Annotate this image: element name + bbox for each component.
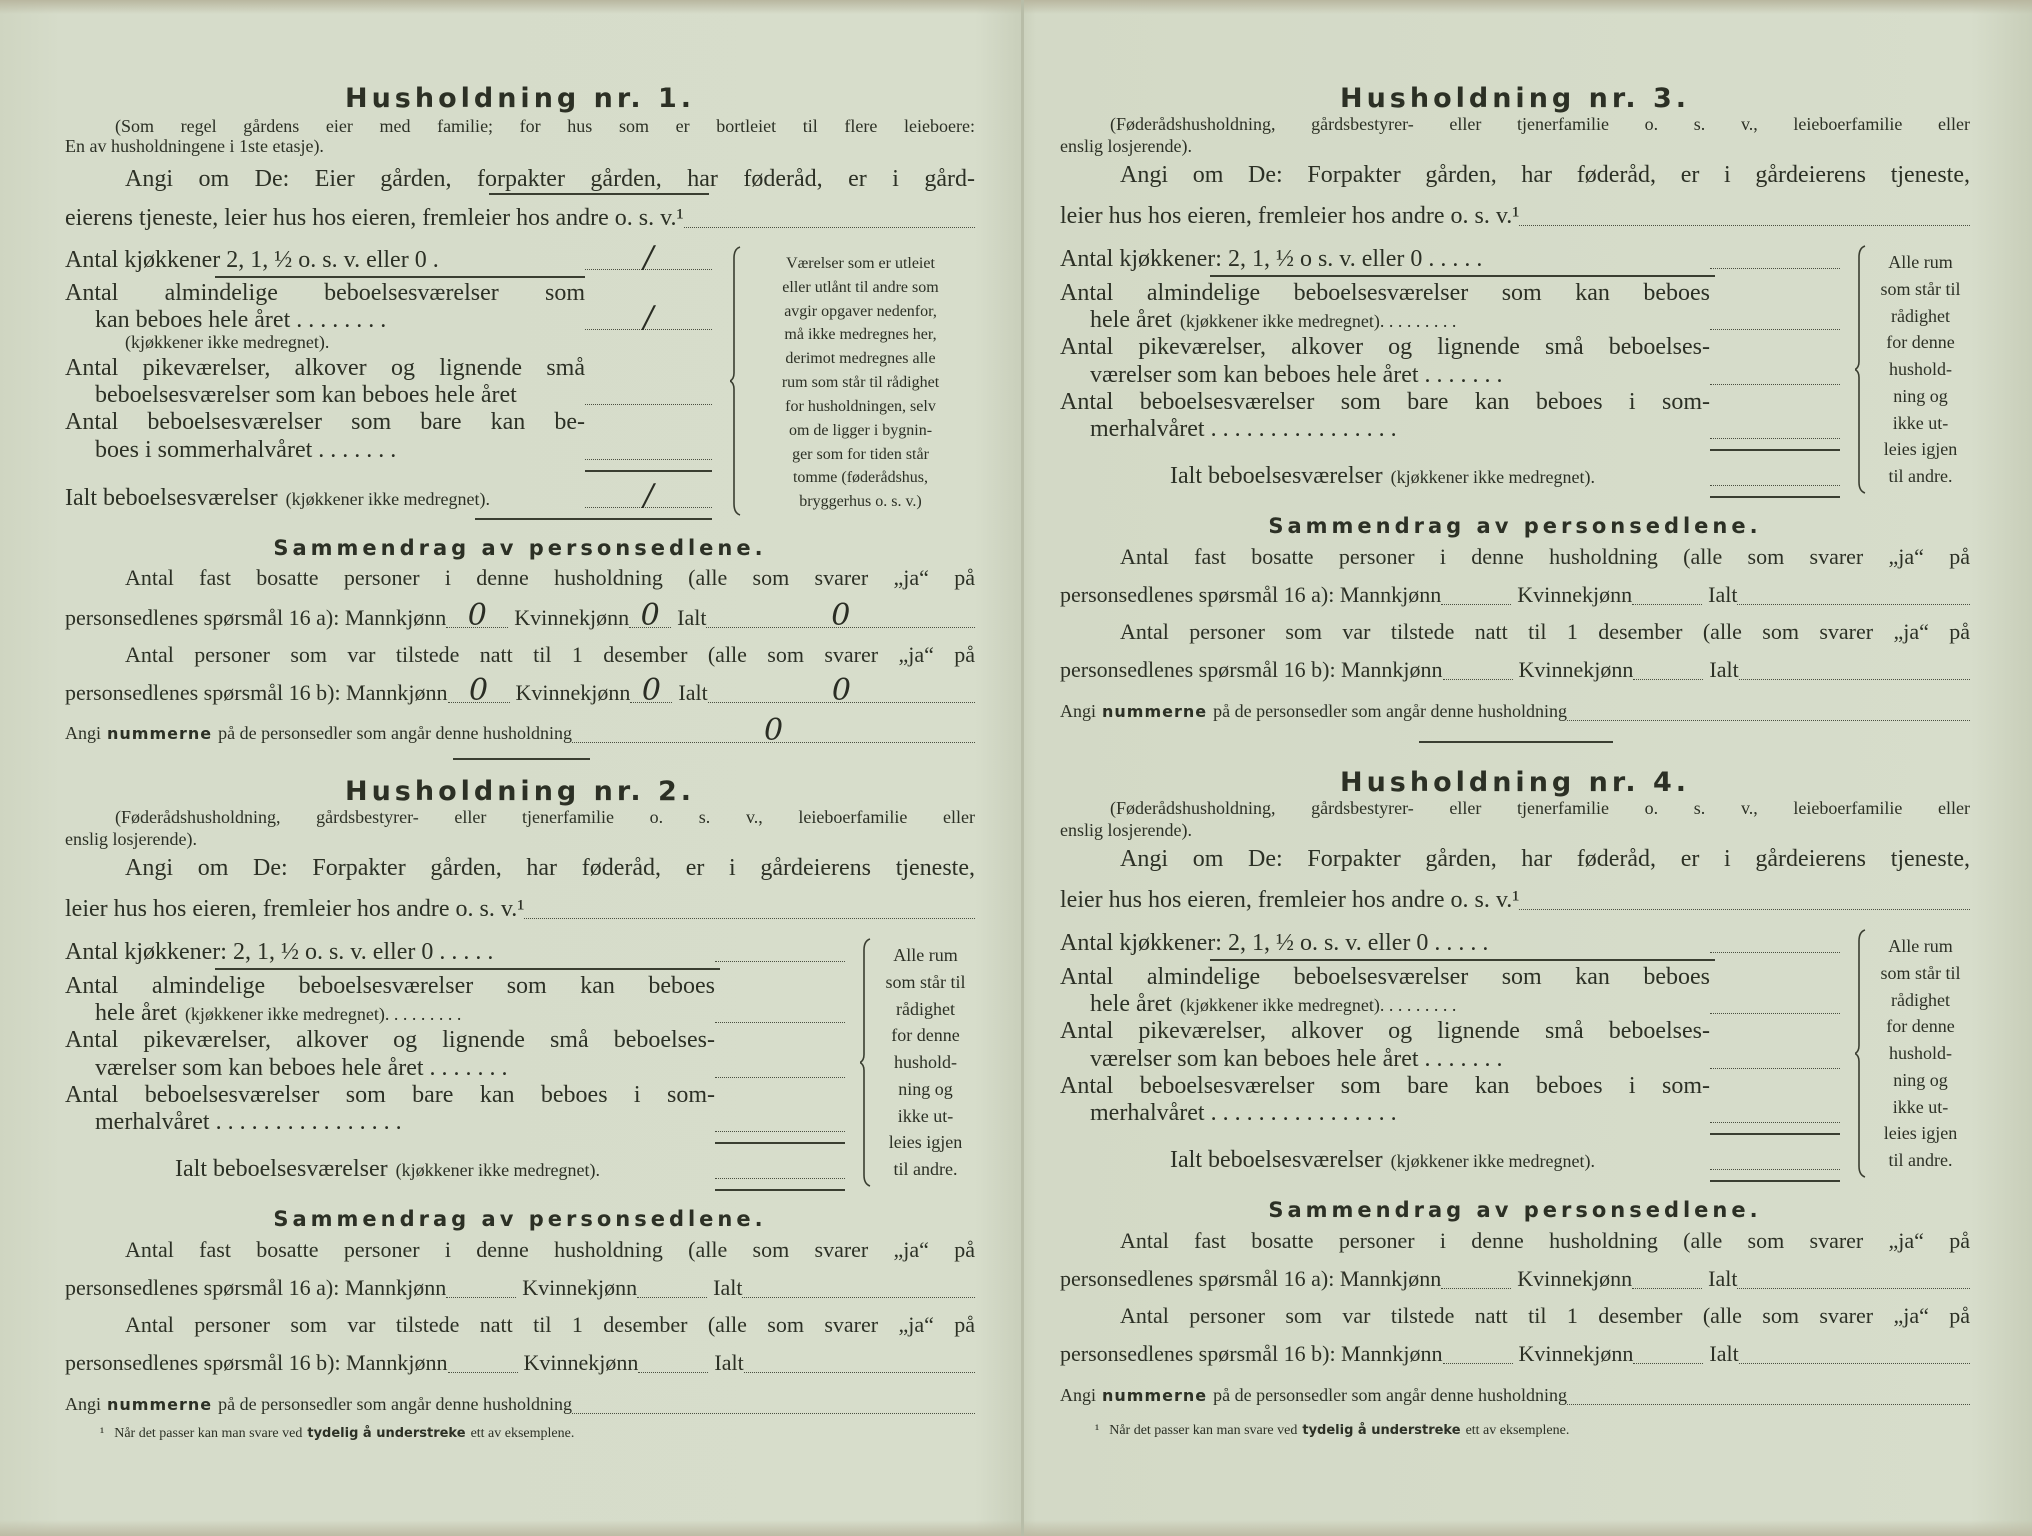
brace-note-line: bryggerhus o. s. v.)	[799, 493, 922, 511]
summer-rooms-question-line-2	[1090, 413, 1840, 445]
sum-rule	[715, 1142, 845, 1144]
occupation-question-line-1: Angi om De: Forpakter gården, har føderåd, er i gårdeierens tjeneste,	[1120, 846, 1970, 872]
summary-total-label: Ialt	[1708, 1266, 1738, 1291]
brace-note-line: Alle rum	[1888, 252, 1953, 272]
brace-note-line: leies igjen	[1883, 1123, 1958, 1144]
brace-note-line: tomme (føderådshus,	[792, 469, 929, 487]
female-count-field[interactable]	[1633, 657, 1703, 680]
summary-male-label: personsedlenes spørsmål 16 a): Mannkjønn	[65, 1275, 447, 1300]
household-2	[65, 776, 975, 1488]
total-count-field[interactable]	[708, 673, 975, 708]
household-note-line-2: enslig losjerende).	[65, 829, 197, 849]
small-rooms-question-line-1: Antal pikeværelser, alkover og lignende små beboelses-	[65, 1027, 715, 1053]
brace-note-line: til andre.	[1888, 1150, 1953, 1171]
brace-note-line: til andre.	[893, 1159, 958, 1180]
numbers-line	[1060, 1379, 1970, 1411]
summary-female-label: Kvinnekjønn	[1518, 1341, 1634, 1366]
brace-note-line: leies igjen	[1883, 439, 1958, 460]
brace-note-line: ning og	[898, 1078, 953, 1099]
occupation-answer-field[interactable]	[1519, 887, 1970, 910]
brace-note-line: derimot medregnes alle	[785, 350, 936, 368]
summary-male-label: personsedlenes spørsmål 16 a): Mannkjønn	[1060, 1266, 1442, 1291]
female-count-field[interactable]	[1633, 1341, 1703, 1364]
small-rooms-question-line-1: Antal pikeværelser, alkover og lignende små beboelses-	[1060, 1018, 1710, 1044]
total-count-field[interactable]	[742, 1275, 975, 1298]
kitchens-answer-field[interactable]	[1710, 930, 1840, 953]
handwritten-answer: 0	[641, 673, 661, 708]
household-note-line-1: (Føderådshusholdning, gårdsbestyrer- eller tjenerfamilie o. s. v., leieboerfamilie eller	[1110, 798, 1970, 818]
summer-rooms-answer-field[interactable]	[1710, 416, 1840, 439]
total-rooms-question	[1170, 460, 1840, 492]
numbers-line	[1060, 695, 1970, 727]
male-count-field[interactable]	[446, 1275, 516, 1298]
brace-note-line: ikke ut-	[1892, 1096, 1949, 1117]
summer-rooms-question-line-1: Antal beboelsesværelser som bare kan beboes i som-	[1060, 1073, 1710, 1099]
total-count-field[interactable]	[744, 1350, 975, 1373]
summary-counts-fast	[65, 598, 975, 634]
female-count-field[interactable]	[638, 1350, 708, 1373]
total-rooms-answer-field[interactable]	[1710, 463, 1840, 486]
summer-rooms-label-2: merhalvåret . . . . . . . . . . . . . . . .	[95, 1109, 402, 1135]
handwritten-answer: /	[643, 240, 654, 275]
occupation-question-line-2	[65, 202, 975, 234]
household-4	[1060, 767, 1970, 1479]
numbers-bold: nummerne	[107, 724, 213, 743]
brace-note-line: for denne	[891, 1025, 960, 1046]
summary-total-label: Ialt	[1709, 657, 1739, 682]
summary-total-label: Ialt	[677, 605, 707, 630]
household-title	[65, 79, 975, 119]
page-fold	[1021, 0, 1024, 1536]
brace-note-line: Alle rum	[1888, 936, 1953, 956]
summer-rooms-answer-field[interactable]	[1710, 1100, 1840, 1123]
total-rooms-label: Ialt beboelsesværelser	[1170, 463, 1383, 489]
household-separator	[1419, 741, 1613, 743]
summary-title	[65, 532, 975, 564]
handwritten-answer: 0	[831, 673, 851, 708]
summary-male-label: personsedlenes spørsmål 16 b): Mannkjønn	[1060, 1341, 1443, 1366]
summary-line-fast: Antal fast bosatte personer i denne husholdning (alle som svarer „ja“ på	[125, 1237, 975, 1262]
summary-female-label: Kvinnekjønn	[523, 1350, 639, 1375]
curly-brace	[1855, 245, 1869, 494]
numbers-answer-field[interactable]	[572, 1391, 975, 1414]
brace-note-line: må ikke medregnes her,	[784, 326, 937, 344]
brace-note-line: rådighet	[896, 998, 955, 1019]
summary-counts-present	[65, 1347, 975, 1379]
household-title-text: Husholdning nr. 4.	[1339, 767, 1691, 798]
kitchens-question	[1060, 243, 1840, 275]
brace-note-line: rådighet	[1891, 305, 1950, 326]
summary-line-fast: Antal fast bosatte personer i denne husholdning (alle som svarer „ja“ på	[1120, 1228, 1970, 1253]
kitchens-label: Antal kjøkkener: 2, 1, ½ o s. v. eller 0 . . . . .	[1060, 246, 1483, 272]
summary-title	[1060, 510, 1970, 542]
brace-note-line: avgir opgaver nedenfor,	[784, 302, 937, 320]
total-count-field[interactable]	[1739, 657, 1970, 680]
sum-rule	[585, 470, 712, 472]
summary-line-present: Antal personer som var tilstede natt til 1 desember (alle som svarer „ja“ på	[1120, 1303, 1970, 1328]
brace-note-line: ning og	[1893, 1069, 1948, 1090]
occupation-question-text: leier hus hos eieren, fremleier hos andre o. s. v.¹	[1060, 887, 1520, 913]
numbers-post: på de personsedler som angår denne husholdning	[218, 723, 573, 743]
summary-title	[65, 1203, 975, 1235]
occupation-question-line-2	[1060, 200, 1970, 232]
kitchens-question	[65, 240, 712, 276]
summary-female-label: Kvinnekjønn	[1517, 1266, 1633, 1291]
small-rooms-label-2: værelser som kan beboes hele året . . . . . . .	[1090, 1046, 1503, 1072]
numbers-bold: nummerne	[1102, 702, 1208, 721]
summer-rooms-question-line-1: Antal beboelsesværelser som bare kan beboes i som-	[1060, 389, 1710, 415]
total-count-field[interactable]	[1737, 582, 1970, 605]
occupation-answer-field[interactable]	[524, 896, 975, 919]
rooms-label-2: hele året	[1090, 307, 1172, 333]
summary-female-label: Kvinnekjønn	[515, 680, 631, 705]
occupation-answer-field[interactable]	[1519, 203, 1970, 226]
summary-total-label: Ialt	[714, 1350, 744, 1375]
rooms-label-2: kan beboes hele året . . . . . . . .	[95, 307, 387, 333]
occupation-question-line-1: Angi om De: Eier gården, forpakter gården, har føderåd, er i gård-	[125, 166, 975, 192]
male-count-field[interactable]	[1441, 1266, 1511, 1289]
total-rooms-label: Ialt beboelsesværelser	[175, 1156, 388, 1182]
summary-female-label: Kvinnekjønn	[514, 605, 630, 630]
brace-note-line: rum som står til rådighet	[781, 374, 940, 392]
total-count-field[interactable]	[1739, 1341, 1970, 1364]
total-rooms-question	[1170, 1144, 1840, 1176]
brace-note-line: ning og	[1893, 385, 1948, 406]
summary-male-label: personsedlenes spørsmål 16 b): Mannkjønn	[65, 680, 448, 705]
occupation-question-text: leier hus hos eieren, fremleier hos andre o. s. v.¹	[65, 896, 525, 922]
summary-line-fast: Antal fast bosatte personer i denne husholdning (alle som svarer „ja“ på	[125, 565, 975, 590]
footnote-pre: Når det passer kan man svare ved	[1109, 1423, 1298, 1438]
numbers-answer-field[interactable]	[1567, 698, 1970, 721]
household-note-line-2: En av husholdningene i 1ste etasje).	[65, 136, 324, 156]
summary-female-label: Kvinnekjønn	[1517, 582, 1633, 607]
sum-rule	[1710, 1133, 1840, 1135]
total-rooms-label: Ialt beboelsesværelser	[65, 485, 278, 511]
female-count-field[interactable]	[629, 598, 671, 633]
total-count-field[interactable]	[1737, 1266, 1970, 1289]
total-count-field[interactable]	[706, 598, 975, 633]
brace-note-line: som står til	[1880, 278, 1961, 299]
summary-line-present: Antal personer som var tilstede natt til 1 desember (alle som svarer „ja“ på	[1120, 619, 1970, 644]
household-1	[65, 83, 975, 795]
rooms-question-line-1: Antal almindelige beboelsesværelser som kan beboes	[65, 973, 715, 999]
kitchens-label: Antal kjøkkener 2, 1, ½ o. s. v. eller 0 .	[65, 247, 439, 273]
total-double-rule	[475, 518, 712, 520]
numbers-answer-field[interactable]	[1567, 1382, 1970, 1405]
footnote-post: ett av eksemplene.	[470, 1426, 575, 1441]
sum-rule	[1710, 449, 1840, 451]
summary-total-label: Ialt	[713, 1275, 743, 1300]
occupation-question-text: leier hus hos eieren, fremleier hos andre o. s. v.¹	[1060, 203, 1520, 229]
female-count-field[interactable]	[1632, 582, 1702, 605]
footnote	[100, 1426, 574, 1442]
small-rooms-answer-field[interactable]	[1710, 1046, 1840, 1069]
numbers-answer-field[interactable]	[572, 713, 975, 748]
kitchens-label: Antal kjøkkener: 2, 1, ½ o. s. v. eller 0 . . . . .	[65, 939, 494, 965]
footnote-post: ett av eksemplene.	[1465, 1423, 1570, 1438]
small-rooms-answer-field[interactable]	[715, 1055, 845, 1078]
summary-title	[1060, 1194, 1970, 1226]
summary-counts-present	[65, 673, 975, 709]
brace-note-line: eller utlånt til andre som	[782, 278, 939, 296]
footnote	[1095, 1423, 1569, 1439]
summer-rooms-answer-field[interactable]	[715, 1109, 845, 1132]
handwritten-answer: /	[643, 478, 654, 513]
small-rooms-answer-field[interactable]	[585, 382, 712, 405]
brace-note-line: hushold-	[1889, 1043, 1952, 1064]
occupation-question-line-1: Angi om De: Forpakter gården, har føderåd, er i gårdeierens tjeneste,	[125, 855, 975, 881]
total-rooms-label: Ialt beboelsesværelser	[1170, 1147, 1383, 1173]
numbers-pre: Angi	[1060, 1385, 1096, 1405]
total-rooms-note: (kjøkkener ikke medregnet).	[395, 1160, 601, 1180]
summary-counts-present	[1060, 654, 1970, 686]
brace-note-line: ikke ut-	[897, 1105, 954, 1126]
kitchens-answer-field[interactable]	[1710, 246, 1840, 269]
total-rooms-answer-field[interactable]	[585, 478, 712, 513]
total-rooms-answer-field[interactable]	[715, 1156, 845, 1179]
numbers-line	[65, 1388, 975, 1420]
brace-note-line: ikke ut-	[1892, 412, 1949, 433]
kitchens-question	[1060, 927, 1840, 959]
curly-brace	[730, 246, 744, 516]
page-top-edge	[0, 0, 2032, 14]
household-note-line-1: (Som regel gårdens eier med familie; for hus som er bortleiet til flere leieboere:	[115, 116, 975, 136]
rooms-question-line-1: Antal almindelige beboelsesværelser som kan beboes	[1060, 964, 1710, 990]
summary-total-label: Ialt	[1708, 582, 1738, 607]
household-note-line-1: (Føderådshusholdning, gårdsbestyrer- eller tjenerfamilie o. s. v., leieboerfamilie eller	[115, 807, 975, 827]
numbers-pre: Angi	[65, 723, 101, 743]
rooms-answer-field[interactable]	[715, 1000, 845, 1023]
numbers-bold: nummerne	[1102, 1386, 1208, 1405]
rooms-label-small: (kjøkkener ikke medregnet). . . . . . . . .	[1179, 311, 1457, 331]
handwritten-answer: 0	[467, 598, 487, 633]
handwritten-answer: 0	[831, 598, 851, 633]
rooms-question-line-1: Antal almindelige beboelsesværelser som	[65, 280, 585, 306]
handwritten-answer: 0	[763, 713, 784, 748]
summary-male-label: personsedlenes spørsmål 16 b): Mannkjønn	[1060, 657, 1443, 682]
household-note-line-2: enslig losjerende).	[1060, 820, 1192, 840]
female-count-field[interactable]	[637, 1275, 707, 1298]
numbers-pre: Angi	[1060, 701, 1096, 721]
numbers-post: på de personsedler som angår denne husholdning	[218, 1394, 573, 1414]
rooms-note: (kjøkkener ikke medregnet).	[125, 332, 330, 352]
total-double-rule	[1710, 1180, 1840, 1182]
male-count-field[interactable]	[1441, 582, 1511, 605]
brace-note-line: til andre.	[1888, 466, 1953, 487]
total-rooms-answer-field[interactable]	[1710, 1147, 1840, 1170]
small-rooms-question-line-1: Antal pikeværelser, alkover og lignende små	[65, 355, 585, 381]
summary-counts-present	[1060, 1338, 1970, 1370]
rooms-answer-field[interactable]	[1710, 991, 1840, 1014]
summary-female-label: Kvinnekjønn	[522, 1275, 638, 1300]
small-rooms-label-2: værelser som kan beboes hele året . . . . . . .	[1090, 362, 1503, 388]
occupation-answer-field[interactable]	[684, 205, 975, 228]
handwritten-answer: 0	[640, 598, 660, 633]
kitchens-answer-field[interactable]	[585, 240, 712, 275]
summer-rooms-question-line-2	[1090, 1097, 1840, 1129]
male-count-field[interactable]	[448, 673, 510, 708]
summary-counts-fast	[1060, 579, 1970, 611]
female-count-field[interactable]	[1632, 1266, 1702, 1289]
footnote-mark: ¹	[100, 1426, 105, 1441]
numbers-line	[65, 713, 975, 749]
summer-rooms-question-line-1: Antal beboelsesværelser som bare kan be-	[65, 409, 585, 435]
small-rooms-label-2: værelser som kan beboes hele året . . . . . . .	[95, 1055, 508, 1081]
small-rooms-answer-field[interactable]	[1710, 362, 1840, 385]
rooms-label-small: (kjøkkener ikke medregnet). . . . . . . . .	[1179, 995, 1457, 1015]
summer-rooms-question-line-2	[95, 1106, 845, 1138]
small-rooms-question-line-1: Antal pikeværelser, alkover og lignende små beboelses-	[1060, 334, 1710, 360]
brace-note-line: ger som for tiden står	[792, 445, 929, 463]
brace-note-line: som står til	[885, 971, 966, 992]
household-title-text: Husholdning nr. 3.	[1339, 83, 1691, 114]
summary-male-label: personsedlenes spørsmål 16 b): Mannkjønn	[65, 1350, 448, 1375]
handwritten-answer: /	[643, 300, 654, 335]
brace-note-line: Værelser som er utleiet	[786, 255, 935, 272]
rooms-question-line-1: Antal almindelige beboelsesværelser som kan beboes	[1060, 280, 1710, 306]
summer-rooms-answer-field[interactable]	[585, 437, 712, 460]
household-note-line-2: enslig losjerende).	[1060, 136, 1192, 156]
occupation-question-text: eierens tjeneste, leier hus hos eieren, fremleier hos andre o. s. v.¹	[65, 205, 684, 231]
footnote-mark: ¹	[1095, 1423, 1100, 1438]
total-double-rule	[715, 1189, 845, 1191]
brace-note-line: for denne	[1886, 1016, 1955, 1037]
rooms-label-2: hele året	[95, 1000, 177, 1026]
numbers-post: på de personsedler som angår denne husholdning	[1213, 701, 1568, 721]
footnote-pre: Når det passer kan man svare ved	[114, 1426, 303, 1441]
summary-total-label: Ialt	[1709, 1341, 1739, 1366]
kitchens-question	[65, 936, 845, 968]
summer-rooms-label-2: boes i sommerhalvåret . . . . . . .	[95, 437, 397, 463]
brace-note-line: rådighet	[1891, 989, 1950, 1010]
household-3	[1060, 83, 1970, 795]
page-bottom-edge	[0, 1520, 2032, 1536]
total-rooms-note: (kjøkkener ikke medregnet).	[1390, 467, 1596, 487]
female-count-field[interactable]	[630, 673, 672, 708]
summer-rooms-label-2: merhalvåret . . . . . . . . . . . . . . . .	[1090, 1100, 1397, 1126]
summary-male-label: personsedlenes spørsmål 16 a): Mannkjønn	[65, 605, 447, 630]
summary-title-text: Sammendrag av personsedlene.	[273, 1207, 767, 1231]
male-count-field[interactable]	[446, 598, 508, 633]
household-title-text: Husholdning nr. 1.	[344, 83, 696, 114]
summary-counts-fast	[65, 1272, 975, 1304]
brace-note-line: hushold-	[1889, 359, 1952, 380]
occupation-question-line-2	[65, 893, 975, 925]
male-count-field[interactable]	[1443, 1341, 1513, 1364]
summer-rooms-label-2: merhalvåret . . . . . . . . . . . . . . . .	[1090, 416, 1397, 442]
summer-rooms-question-line-2	[95, 434, 712, 466]
occupation-question-line-1: Angi om De: Forpakter gården, har føderåd, er i gårdeierens tjeneste,	[1120, 162, 1970, 188]
summary-male-label: personsedlenes spørsmål 16 a): Mannkjønn	[1060, 582, 1442, 607]
total-rooms-note: (kjøkkener ikke medregnet).	[1390, 1151, 1596, 1171]
rooms-answer-field[interactable]	[585, 300, 712, 335]
brace-note-line: Alle rum	[893, 945, 958, 965]
household-title-text: Husholdning nr. 2.	[344, 776, 696, 807]
handwritten-underline	[489, 193, 709, 195]
summary-title-text: Sammendrag av personsedlene.	[273, 536, 767, 560]
household-note-line-1: (Føderådshusholdning, gårdsbestyrer- eller tjenerfamilie o. s. v., leieboerfamilie eller	[1110, 114, 1970, 134]
brace-note-line: hushold-	[894, 1052, 957, 1073]
male-count-field[interactable]	[1443, 657, 1513, 680]
footnote-bold: tydelig å understreke	[307, 1426, 466, 1441]
curly-brace	[1855, 929, 1869, 1178]
kitchens-label: Antal kjøkkener: 2, 1, ½ o. s. v. eller 0 . . . . .	[1060, 930, 1489, 956]
footnote-bold: tydelig å understreke	[1302, 1423, 1461, 1438]
total-rooms-question	[65, 478, 712, 514]
summary-line-fast: Antal fast bosatte personer i denne husholdning (alle som svarer „ja“ på	[1120, 544, 1970, 569]
summary-line-present: Antal personer som var tilstede natt til 1 desember (alle som svarer „ja“ på	[125, 642, 975, 667]
brace-note-line: for denne	[1886, 332, 1955, 353]
summary-total-label: Ialt	[678, 680, 708, 705]
total-rooms-note: (kjøkkener ikke medregnet).	[285, 489, 491, 509]
kitchens-answer-field[interactable]	[715, 939, 845, 962]
summer-rooms-question-line-1: Antal beboelsesværelser som bare kan beboes i som-	[65, 1082, 715, 1108]
male-count-field[interactable]	[448, 1350, 518, 1373]
brace-note-line: om de ligger i bygnin-	[788, 421, 933, 439]
summary-title-text: Sammendrag av personsedlene.	[1268, 514, 1762, 538]
household-separator	[453, 758, 590, 760]
rooms-answer-field[interactable]	[1710, 307, 1840, 330]
summary-line-present: Antal personer som var tilstede natt til 1 desember (alle som svarer „ja“ på	[125, 1312, 975, 1337]
numbers-pre: Angi	[65, 1394, 101, 1414]
brace-note-line: for husholdningen, selv	[785, 397, 936, 415]
small-rooms-label-2: beboelsesværelser som kan beboes hele året	[95, 382, 517, 408]
numbers-bold: nummerne	[107, 1395, 213, 1414]
handwritten-answer: 0	[468, 673, 489, 708]
numbers-post: på de personsedler som angår denne husholdning	[1213, 1385, 1568, 1405]
occupation-question-line-2	[1060, 884, 1970, 916]
rooms-label-small: (kjøkkener ikke medregnet). . . . . . . . .	[184, 1004, 462, 1024]
total-rooms-question	[175, 1153, 845, 1185]
rooms-label-2: hele året	[1090, 991, 1172, 1017]
summary-female-label: Kvinnekjønn	[1518, 657, 1634, 682]
brace-note-line: som står til	[1880, 962, 1961, 983]
summary-counts-fast	[1060, 1263, 1970, 1295]
curly-brace	[860, 938, 874, 1187]
summary-title-text: Sammendrag av personsedlene.	[1268, 1198, 1762, 1222]
brace-note-line: leies igjen	[888, 1132, 963, 1153]
total-double-rule	[1710, 496, 1840, 498]
